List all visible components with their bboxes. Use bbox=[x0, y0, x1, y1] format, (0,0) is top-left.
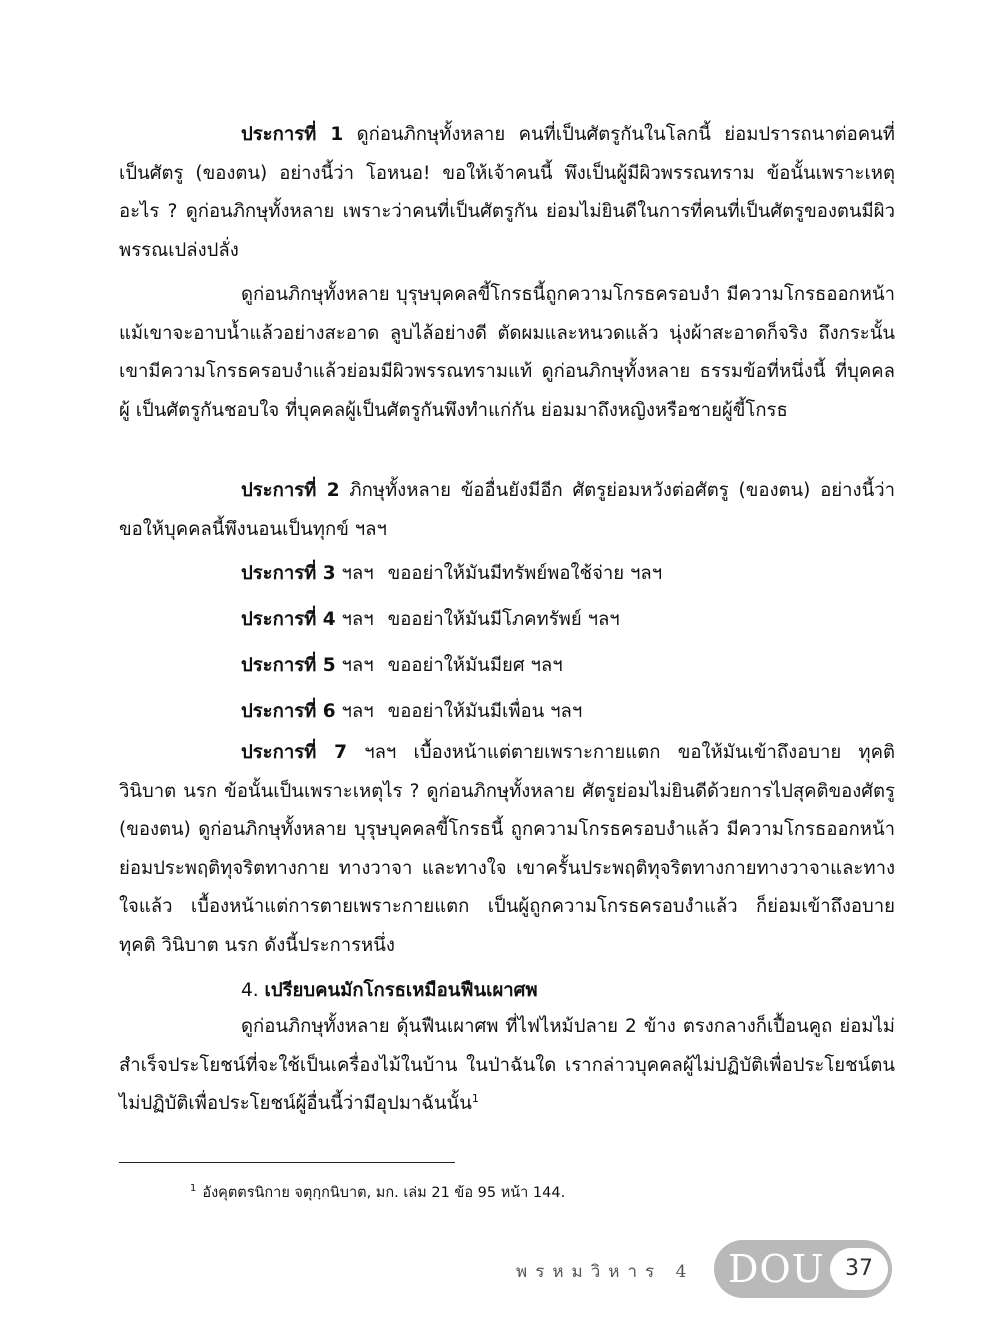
paragraph-1 bbox=[119, 116, 895, 270]
list-item-6 bbox=[241, 693, 901, 731]
footnote-text: อังคุตตรนิกาย จตุกฺกนิบาต, มก. เล่ม 21 ข้อ 95 หน้า 144. bbox=[202, 1185, 566, 1201]
footnote-divider bbox=[119, 1162, 455, 1163]
paragraph-3-text: ภิกษุทั้งหลาย ข้ออื่นยังมีอีก ศัตรูย่อมหวังต่อศัตรู (ของตน) อย่างนี้ว่า ขอให้บุคคลนี้พึงนอนเป็นทุกข์ ฯลฯ bbox=[119, 480, 895, 540]
section-number: 4. bbox=[241, 980, 259, 1001]
list-item-mark: ฯลฯ bbox=[335, 609, 374, 630]
page-badge bbox=[714, 1240, 892, 1298]
paragraph-3 bbox=[119, 472, 895, 549]
list-item-text: ขออย่าให้มันมีเพื่อน ฯลฯ bbox=[387, 701, 583, 722]
list-item-lead: ประการที่ 6 bbox=[241, 701, 336, 722]
page-number: 37 bbox=[845, 1256, 873, 1281]
brand-logo: DOU bbox=[728, 1247, 825, 1291]
section-body bbox=[119, 1008, 895, 1124]
list-item-4 bbox=[241, 601, 901, 639]
list-item-text: ขออย่าให้มันมีโภคทรัพย์ ฯลฯ bbox=[387, 609, 620, 630]
footnote-reference[interactable]: 1 bbox=[471, 1091, 479, 1105]
list-item-lead: ประการที่ 5 bbox=[241, 655, 336, 676]
list-item-lead: ประการที่ 3 bbox=[241, 563, 336, 584]
list-item-mark: ฯลฯ bbox=[335, 563, 374, 584]
page-number-circle bbox=[830, 1248, 888, 1290]
footnote-mark: 1 bbox=[190, 1183, 197, 1195]
paragraph-7 bbox=[119, 734, 895, 965]
item-1-lead: ประการที่ 1 bbox=[241, 124, 344, 145]
list-item-mark: ฯลฯ bbox=[335, 701, 374, 722]
section-title: เปรียบคนมักโกรธเหมือนฟืนเผาศพ bbox=[264, 980, 538, 1001]
section-body-text: ดูก่อนภิกษุทั้งหลาย ดุ้นฟืนเผาศพ ที่ไฟไหม้ปลาย 2 ข้าง ตรงกลางก็เปื้อนคูถ ย่อมไม่สำเร็จประโยชน์ที่จะใช้เป็นเครื่องไม้ในบ้าน ในป่าฉันใด เรากล่าวบุคคลผู้ไม่ปฏิบัติเพื่อประโยชน์ตน ไม่ปฏิบัติเพื่อประโยชน์ผู้อื่นนี้ว่ามีอุปมาฉันนั้น bbox=[119, 1016, 895, 1114]
footnote bbox=[190, 1180, 565, 1206]
paragraph-2-text: ดูก่อนภิกษุทั้งหลาย บุรุษบุคคลขี้โกรธนี้ถูกความโกรธครอบงำ มีความโกรธออกหน้า แม้เขาจะอาบน้ำแล้วอย่างสะอาด ลูบไล้อย่างดี ตัดผมและหนวดแล้ว นุ่งผ้าสะอาดก็จริง ถึงกระนั้น เขามีความโกรธครอบงำแล้วย่อมมีผิวพรรณทรามแท้ ดูก่อนภิกษุทั้งหลาย ธรรมข้อที่หนึ่งนี้ ที่บุคคลผู้ เป็นศัตรูกันชอบใจ ที่บุคคลผู้เป็นศัตรูกันพึงทำแก่กัน ย่อมมาถึงหญิงหรือชายผู้ขี้โกรธ bbox=[119, 284, 895, 421]
list-item-mark: ฯลฯ bbox=[335, 655, 374, 676]
list-item-lead: ประการที่ 4 bbox=[241, 609, 336, 630]
list-item-text: ขออย่าให้มันมีทรัพย์พอใช้จ่าย ฯลฯ bbox=[387, 563, 663, 584]
list-item-3 bbox=[241, 555, 901, 593]
list-item-text: ขออย่าให้มันมียศ ฯลฯ bbox=[387, 655, 563, 676]
paragraph-7-text: ฯลฯ เบื้องหน้าแต่ตายเพราะกายแตก ขอให้มันเข้าถึงอบาย ทุคติ วินิบาต นรก ข้อนั้นเป็นเพราะเหตุไร ? ดูก่อนภิกษุทั้งหลาย ศัตรูย่อมไม่ยินดีด้วยการไปสุคติของศัตรู (ของตน) ดูก่อนภิกษุทั้งหลาย บุรุษบุคคลขี้โกรธนี้ ถูกความโกรธครอบงำแล้ว มีความโกรธออกหน้า ย่อมประพฤติทุจริตทางกาย ทางวาจา และทางใจ เขาครั้นประพฤติทุจริตทางกายทางวาจาและทางใจแล้ว เบื้องหน้าแต่การตายเพราะกายแตก เป็นผู้ถูกความโกรธครอบงำแล้ว ก็ย่อมเข้าถึงอบาย ทุคติ วินิบาต นรก ดังนี้ประการหนึ่ง bbox=[119, 742, 895, 956]
item-7-lead: ประการที่ 7 bbox=[241, 742, 347, 763]
paragraph-2 bbox=[119, 276, 895, 430]
footer-book-title: พรหมวิหาร 4 bbox=[516, 1262, 695, 1282]
list-item-5 bbox=[241, 647, 901, 685]
section-heading bbox=[241, 972, 538, 1010]
item-2-lead: ประการที่ 2 bbox=[241, 480, 340, 501]
paragraph-1-text: ดูก่อนภิกษุทั้งหลาย คนที่เป็นศัตรูกันในโลกนี้ ย่อมปรารถนาต่อคนที่เป็นศัตรู (ของตน) อย่างนี้ว่า โอหนอ! ขอให้เจ้าคนนี้ พึงเป็นผู้มีผิวพรรณทราม ข้อนั้นเพราะเหตุอะไร ? ดูก่อนภิกษุทั้งหลาย เพราะว่าคนที่เป็นศัตรูกัน ย่อมไม่ยินดีในการที่คนที่เป็นศัตรูของตนมีผิวพรรณเปล่งปลั่ง bbox=[119, 124, 895, 261]
